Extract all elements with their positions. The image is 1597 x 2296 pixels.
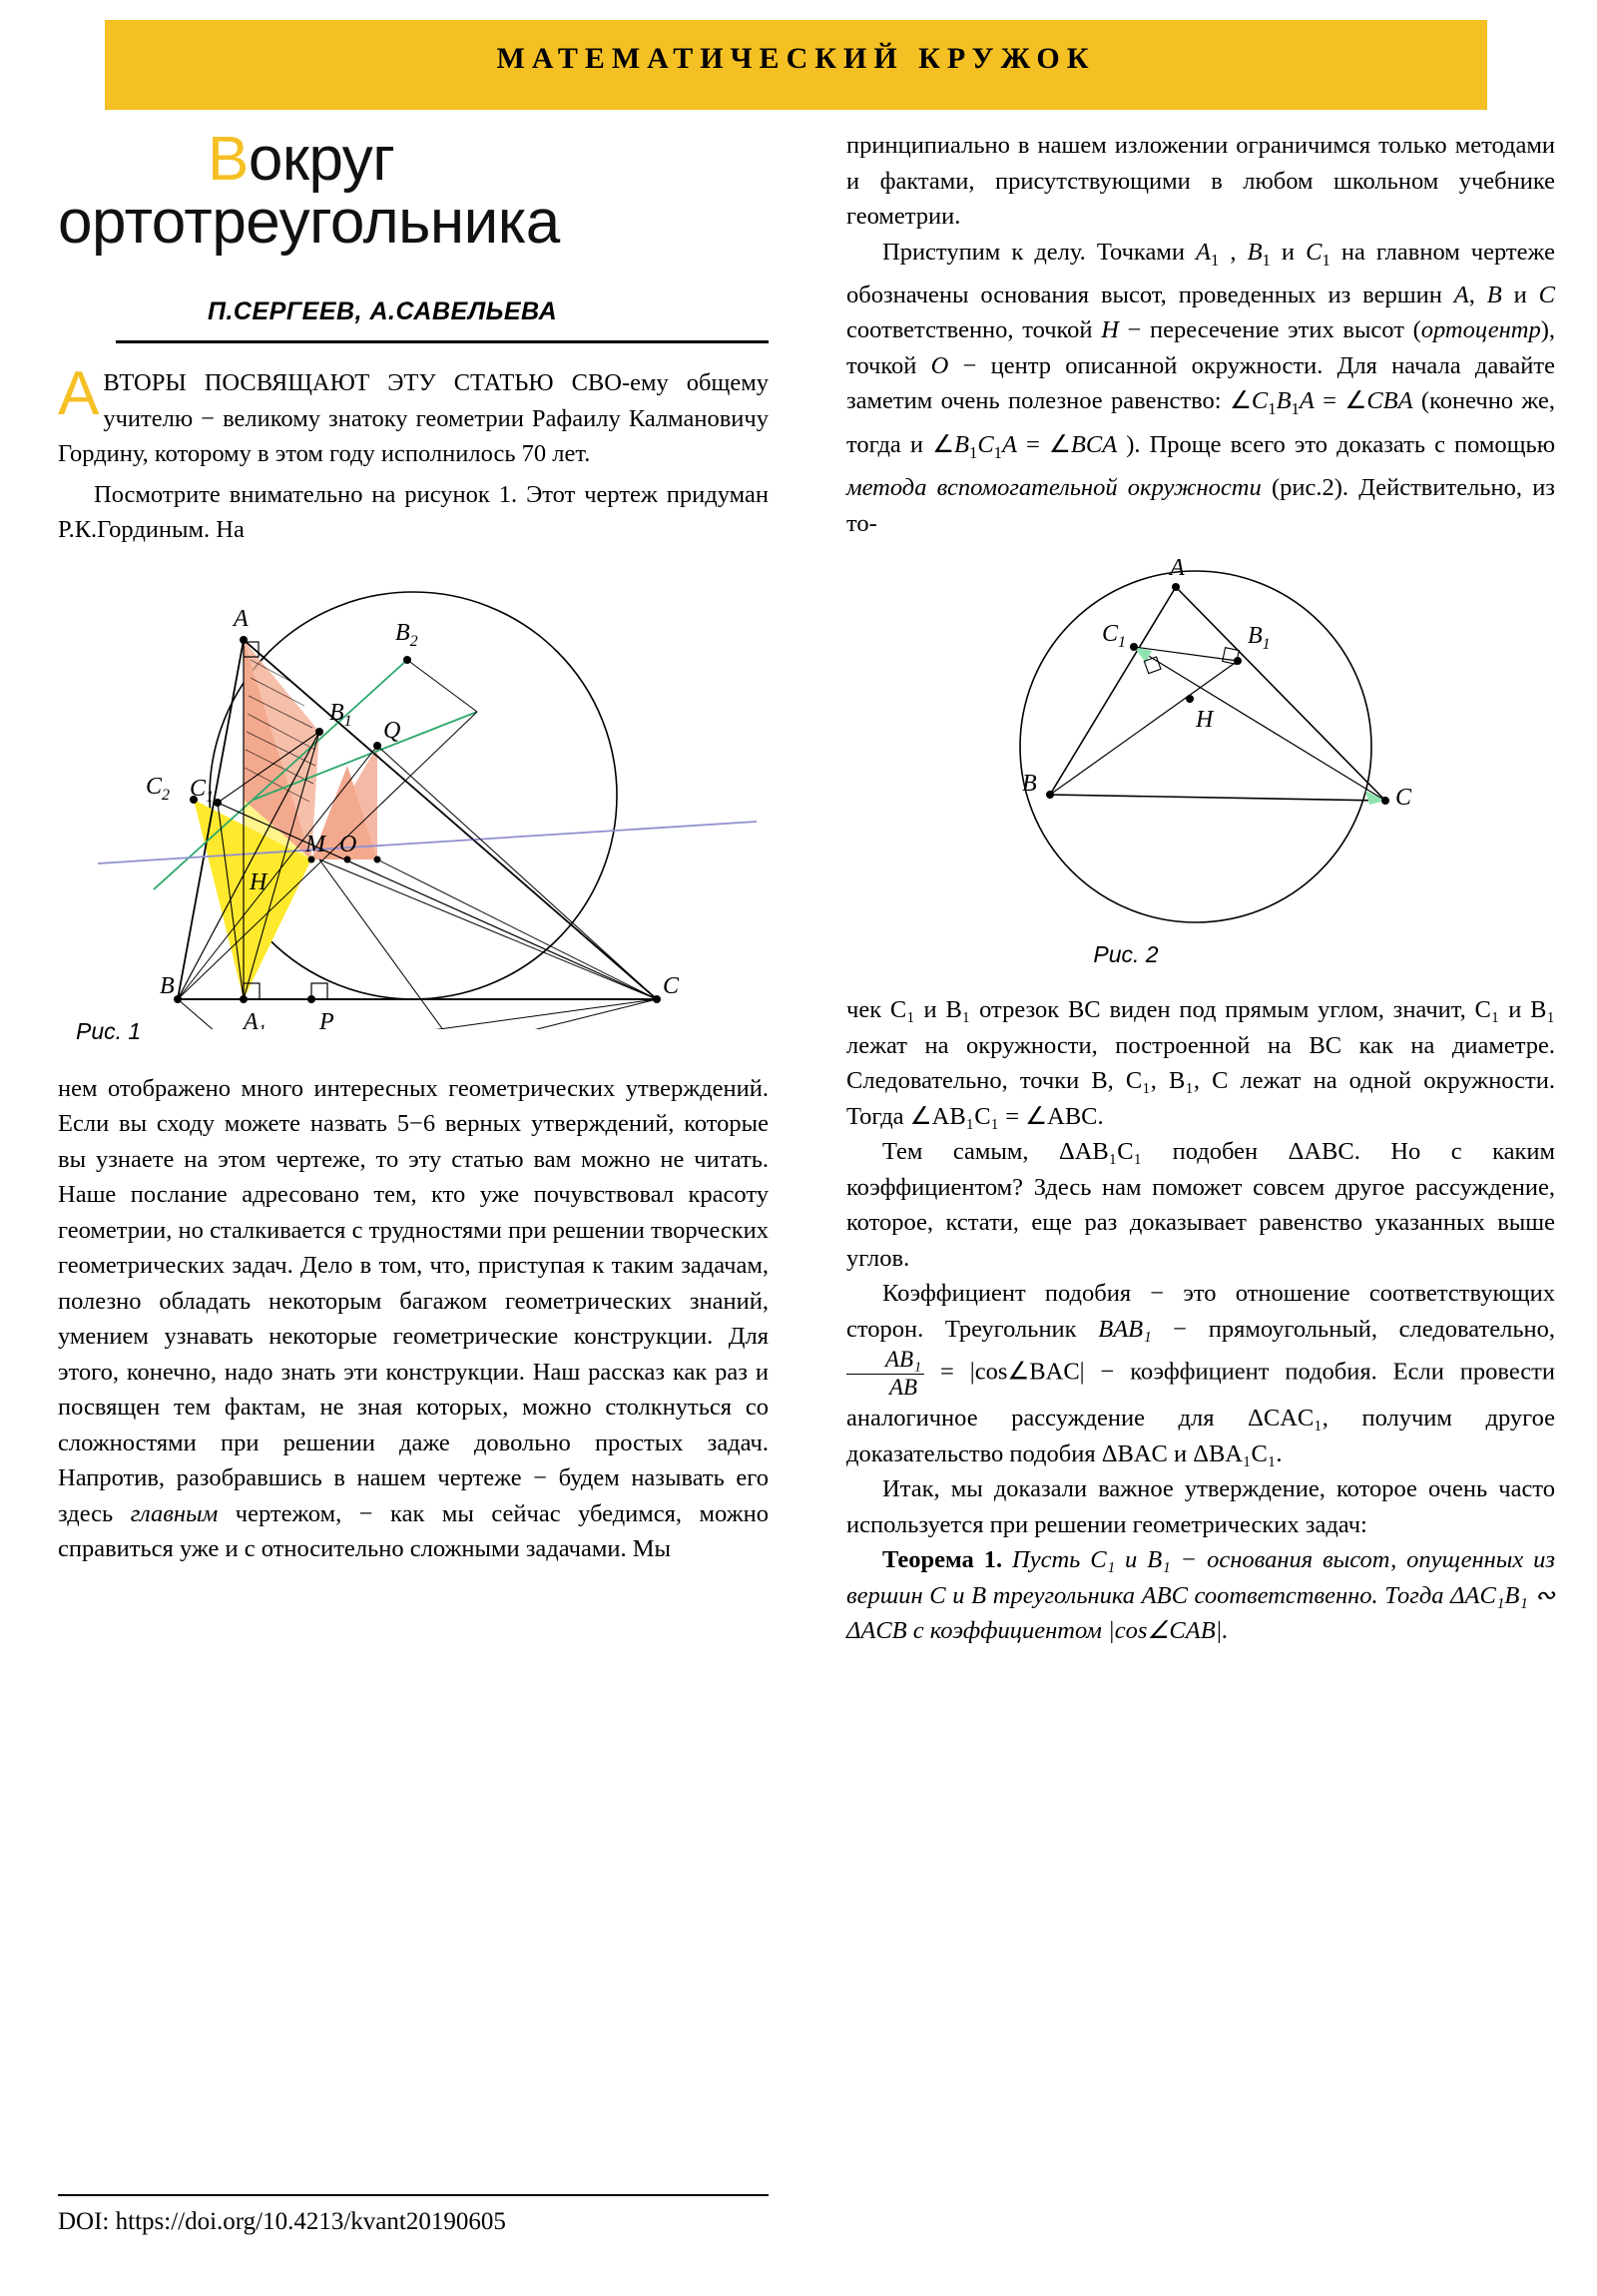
- doi-link[interactable]: DOI: https://doi.org/10.4213/kvant20190605: [58, 2208, 506, 2235]
- title-dropcap: В: [208, 125, 249, 194]
- paragraph-3-text: нем отображено много интересных геометрических утверждений. Если вы сходу можете назвать 5−6 верных утверждений, которые вы узнаете на этом чертеже, то эту статью вам можно не читать. Наше послание адресовано тем, кто уже почувствовал красоту геометрии, но сталкивается с трудностями при решении творческих геометрических задач. Дело в том, что, приступая к таким задачам, полезно обладать некоторым багажом геометрических знаний, умением узнавать некоторые геометрические конструкции. Для этого, конечно, надо знать эти конструкции. Наш рассказ как раз и посвящен тем фактам, не зная которых, можно столкнуться со сложностями при решении даже довольно простых задач. Напротив, разобравшись в нашем чертеже − будем называть его здесь: [58, 1074, 769, 1527]
- r-paragraph-4: Тем самым, ΔAB₁C₁ подобен ΔABC. Но с каким коэффициентом? Здесь нам поможет совсем другое рассуждение, которое, кстати, еще раз доказывает равенство указанных выше углов.: [846, 1138, 1555, 1272]
- fig1-label-B1: $B_1$: [329, 699, 352, 730]
- figure-2-caption: Рис. 2: [1093, 941, 1159, 968]
- authors: П.СЕРГЕЕВ, А.САВЕЛЬЕВА: [208, 297, 558, 326]
- r2-a: Приступим к делу. Точками: [882, 238, 1197, 266]
- fig2-label-H: H: [1196, 707, 1214, 734]
- r2-c: соответственно, точкой: [846, 316, 1102, 344]
- title-line1: округ: [248, 125, 395, 194]
- r2-ortho: ортоцентр: [1420, 316, 1541, 344]
- r2-e: ), точкой: [846, 316, 1555, 379]
- header-title: МАТЕМАТИЧЕСКИЙ КРУЖОК: [496, 42, 1096, 75]
- paragraph-2: Посмотрите внимательно на рисунок 1. Этот чертеж придуман Р.К.Гординым. На: [58, 480, 769, 544]
- r5-a: Коэффициент подобия − это отношение соответствующих сторон. Треугольник: [846, 1280, 1555, 1343]
- paragraph-3-tail: чертежом, − как мы сейчас убедимся, можно справиться уже и с относительно сложными задачами. Мы: [58, 1499, 769, 1563]
- r-paragraph-3: чек C₁ и B₁ отрезок BC виден под прямым углом, значит, C₁ и B₁ лежат на окружности, построенной на BC как на диаметре. Следовательно, точки B, C₁, B₁, C лежат на одной окружности. Тогда ∠AB₁C₁ = ∠ABC.: [846, 996, 1555, 1130]
- lead-smallcaps: ВТОРЫ ПОСВЯЩАЮТ ЭТУ СТАТЬЮ СВО-: [103, 369, 631, 397]
- fraction-numerator: AB₁: [885, 1347, 922, 1373]
- fig2-label-B: B: [1022, 771, 1037, 798]
- fraction: [846, 1347, 924, 1401]
- fig2-label-C1: $C_1$: [1102, 621, 1127, 652]
- theorem-1: [846, 1542, 1555, 1649]
- fig2-label-B1: $B_1$: [1248, 623, 1271, 654]
- figure-1: [58, 560, 769, 1045]
- r2-h: ). Проще всего это доказать с помощью: [1117, 430, 1556, 458]
- title-line2: ортотреугольника: [58, 188, 560, 258]
- fig1-label-A: A: [234, 605, 249, 632]
- fig2-label-C: C: [1395, 785, 1412, 812]
- paragraph-3: [58, 1071, 769, 1567]
- figure-1-drawing: [58, 560, 769, 1029]
- r2-b: на главном чертеже обозначены основания высот, проведенных из вершин: [846, 238, 1555, 308]
- fig1-label-O: O: [339, 831, 357, 858]
- r5-c: = |cos∠BAC| − коэффициент подобия. Если провести аналогичное рассуждение для ΔCAC₁, получим другое доказательство подобия ΔBAC и ΔBA₁C₁.: [846, 1358, 1555, 1467]
- fig1-label-P: P: [319, 1008, 334, 1029]
- fig1-label-H: H: [250, 868, 267, 895]
- footer-divider: [58, 2194, 769, 2196]
- paragraph-3-italic: главным: [130, 1499, 219, 1527]
- fig1-label-M: M: [305, 831, 325, 858]
- fig1-label-B2: $B_2$: [395, 619, 418, 650]
- fig1-label-Q: Q: [383, 717, 401, 744]
- r-paragraph-5: [846, 1276, 1555, 1471]
- r-paragraph-2: Приступим к делу. Точками $A_1$ , $B_1$ и $C_1$ на главном чертеже обозначены основания высот, проведенных из вершин A, B и C соответственно, точкой H − пересечение этих высот (ортоцентр), точкой O − центр описанной окружности. Для начала давайте заметим очень полезное равенство: $\angle C_1B_1A$ = ∠CBA (конечно же, тогда и $\angle B_1C_1A$ = ∠BCA ). Проще всего это доказать с помощью метода вспомогательной окружности (рис.2). Действительно, из то-: [846, 238, 1556, 537]
- lead-rest: ему общему учителю − великому знатоку геометрии Рафаилу Калмановичу Гордину, которому в этом году исполнилось 70 лет.: [58, 369, 769, 468]
- page-title: [58, 125, 769, 258]
- fig1-label-B: B: [160, 972, 175, 999]
- fig1-label-C2: $C_2$: [146, 773, 171, 804]
- r-paragraph-6: Итак, мы доказали важное утверждение, которое очень часто используется при решении геометрических задач:: [846, 1475, 1555, 1538]
- fig1-label-A1: A: [244, 1008, 259, 1029]
- r2-g: (конечно же, тогда и: [846, 387, 1556, 458]
- r5-bab1: BAB₁: [1098, 1315, 1152, 1343]
- fig1-label-C1: $C_1$: [190, 775, 215, 806]
- r5-b: − прямоугольный, следовательно,: [1151, 1315, 1555, 1343]
- fraction-denominator: AB: [846, 1374, 924, 1401]
- figure-2-drawing: [846, 551, 1555, 950]
- r2-i: (рис.2). Действительно, из то-: [846, 474, 1555, 537]
- theorem-text: Пусть C₁ и B₁ − основания высот, опущенных из вершин C и B треугольника ABC соответственно. Тогда ΔAC₁B₁ ∾ ΔACB с коэффициентом |cos∠CAB|.: [846, 1546, 1555, 1645]
- fig2-label-A: A: [1170, 555, 1185, 582]
- right-column: [846, 128, 1555, 1649]
- theorem-label: Теорема 1.: [882, 1546, 1003, 1574]
- lead-paragraph: [58, 359, 769, 472]
- left-column: [58, 125, 769, 1567]
- lead-dropcap: А: [58, 359, 100, 429]
- figure-1-caption: Рис. 1: [76, 1017, 142, 1044]
- divider: [116, 340, 769, 343]
- fig1-label-C: C: [663, 972, 680, 999]
- r2-d: − пересечение этих высот (: [1118, 316, 1421, 344]
- r2-f: − центр описанной окружности. Для начала давайте заметим очень полезное равенство:: [846, 351, 1556, 415]
- r-paragraph-1: принципиально в нашем изложении ограничимся только методами и фактами, присутствующими в любом школьном учебнике геометрии.: [846, 132, 1555, 230]
- r2-method: метода вспомогательной окружности: [846, 474, 1262, 502]
- figure-2: [846, 551, 1555, 968]
